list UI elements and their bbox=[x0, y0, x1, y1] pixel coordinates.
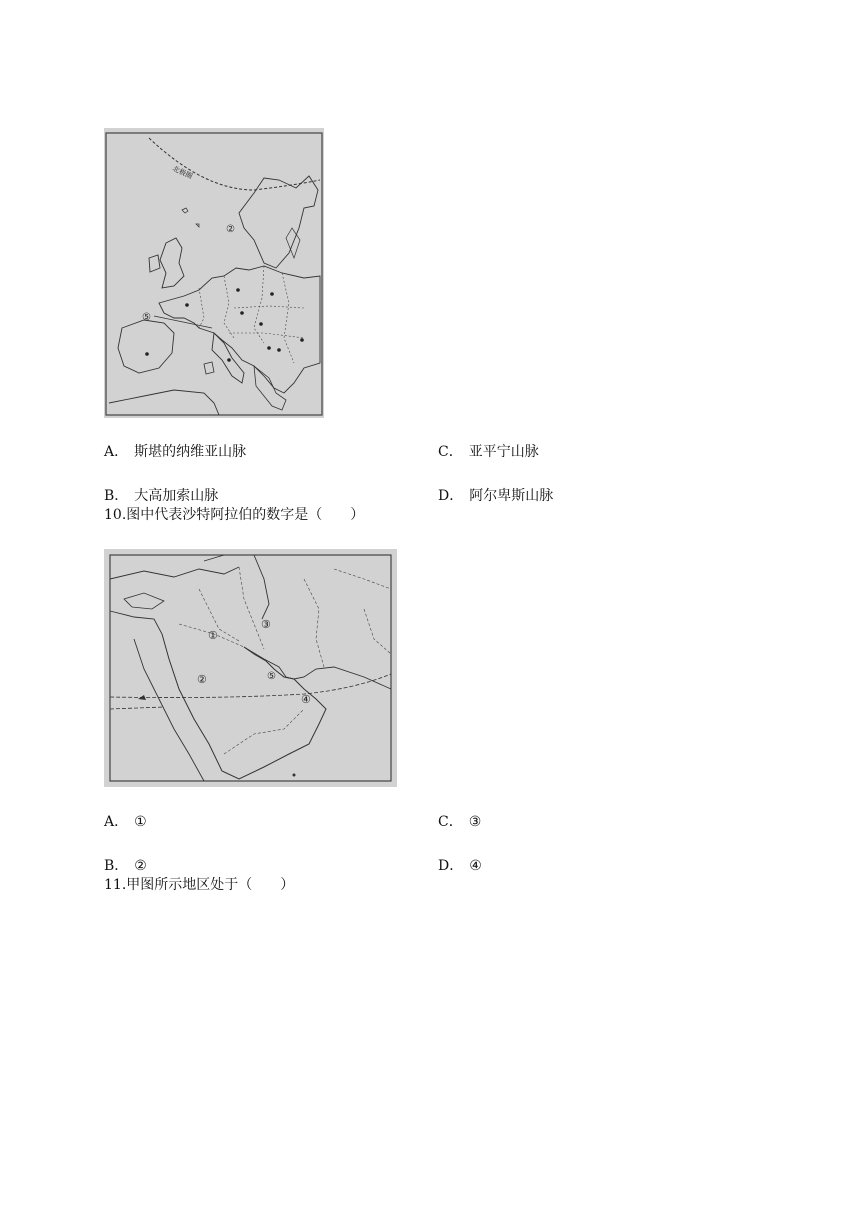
marker-2: ② bbox=[226, 224, 235, 235]
option-letter: B． bbox=[104, 488, 129, 504]
option-text: 阿尔卑斯山脉 bbox=[469, 488, 554, 504]
option-letter: A． bbox=[104, 444, 129, 460]
q10-option-c[interactable] bbox=[438, 813, 481, 831]
option-text: 亚平宁山脉 bbox=[468, 444, 539, 460]
arctic-circle-label: 北极圈 bbox=[171, 164, 194, 181]
q10-option-d[interactable] bbox=[438, 857, 482, 875]
marker-4: ④ bbox=[301, 693, 311, 706]
option-text: ④ bbox=[469, 858, 482, 874]
option-letter: C． bbox=[438, 814, 463, 830]
q9-option-b[interactable] bbox=[104, 487, 218, 505]
q9-option-c[interactable] bbox=[438, 443, 539, 461]
marker-5: ⑤ bbox=[142, 312, 151, 323]
marker-1: ① bbox=[208, 629, 218, 642]
q11-stem: 11.甲图所示地区处于（ ） bbox=[104, 877, 295, 893]
option-text: ① bbox=[134, 814, 147, 830]
option-letter: B． bbox=[104, 858, 129, 874]
marker-3: ③ bbox=[261, 618, 271, 631]
option-text: ② bbox=[134, 858, 147, 874]
marker-2: ② bbox=[197, 673, 207, 686]
europe-map bbox=[104, 128, 324, 418]
middle-east-map bbox=[104, 549, 397, 787]
middle-east-map-drawing bbox=[104, 549, 397, 787]
option-letter: A． bbox=[104, 814, 129, 830]
option-letter: D． bbox=[438, 488, 464, 504]
option-text: ③ bbox=[468, 814, 482, 830]
option-letter: C． bbox=[438, 444, 463, 460]
europe-map-drawing bbox=[104, 128, 324, 418]
q10-option-b[interactable] bbox=[104, 857, 147, 875]
option-letter: D． bbox=[438, 858, 464, 874]
option-text: 斯堪的纳维亚山脉 bbox=[134, 444, 247, 460]
q10-option-a[interactable] bbox=[104, 813, 147, 831]
q10-stem: 10.图中代表沙特阿拉伯的数字是（ ） bbox=[104, 507, 365, 523]
marker-5: ⑤ bbox=[267, 671, 276, 682]
q9-option-d[interactable] bbox=[438, 487, 553, 505]
q9-option-a[interactable] bbox=[104, 443, 246, 461]
option-text: 大高加索山脉 bbox=[134, 488, 219, 504]
